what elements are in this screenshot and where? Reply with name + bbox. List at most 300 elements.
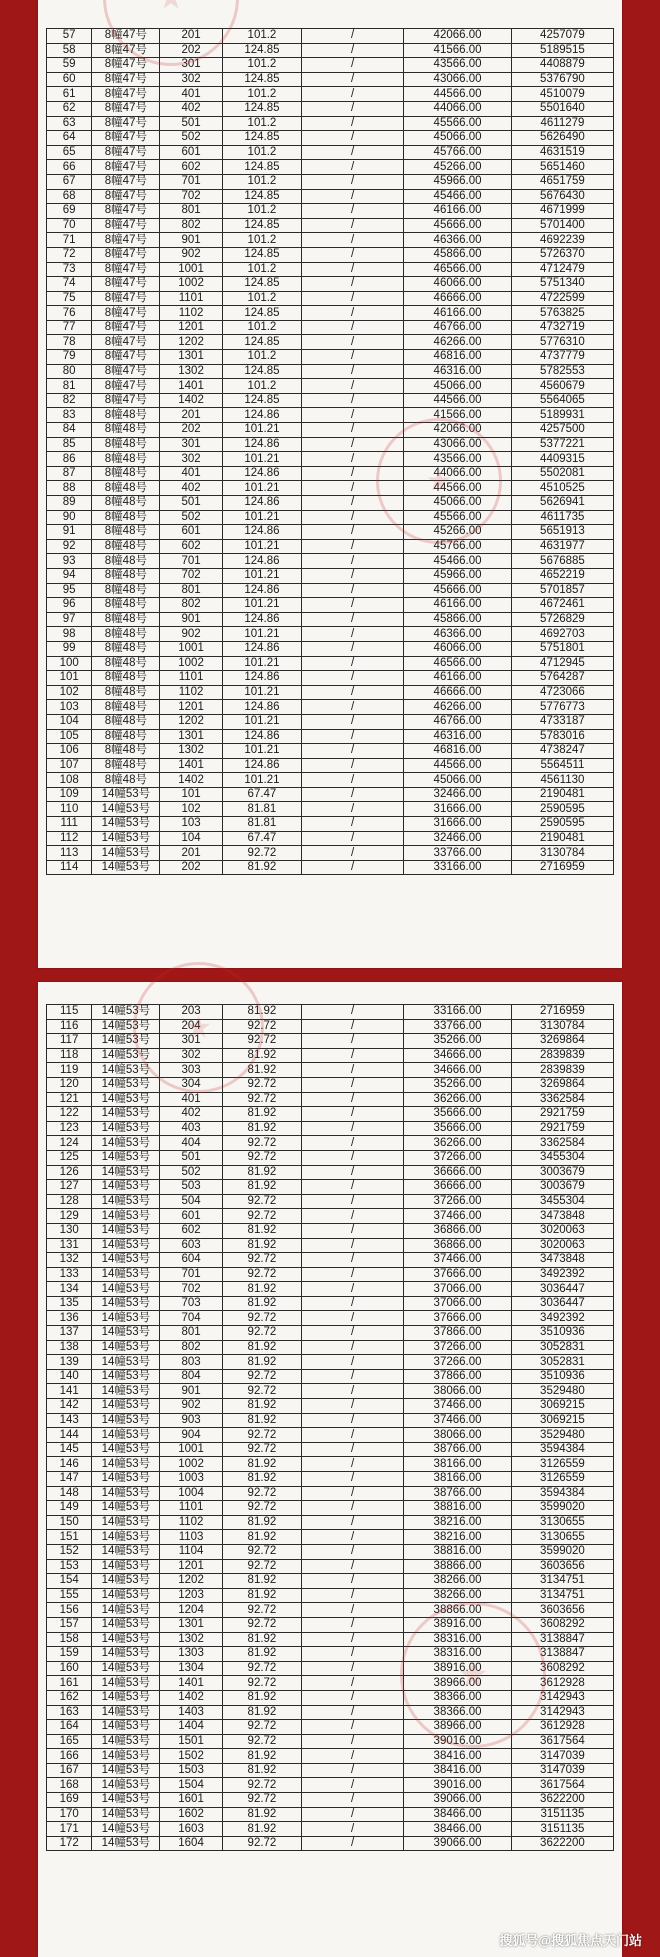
table-row: [47, 335, 614, 350]
table-cell: 14幢53号: [92, 1574, 160, 1589]
table-cell: 1601: [160, 1793, 222, 1808]
table-cell: 3510936: [511, 1369, 613, 1384]
table-cell: 124.86: [222, 437, 301, 452]
table-cell: 92.72: [222, 1617, 301, 1632]
table-cell: 604: [160, 1253, 222, 1268]
table-cell: 124.86: [222, 700, 301, 715]
table-cell: /: [302, 1019, 404, 1034]
table-cell: 45866.00: [404, 612, 512, 627]
table-cell: 14幢53号: [92, 1165, 160, 1180]
table-cell: /: [302, 1632, 404, 1647]
table-cell: 39016.00: [404, 1778, 512, 1793]
table-cell: 5501640: [511, 101, 613, 116]
table-cell: 45966.00: [404, 568, 512, 583]
table-cell: /: [302, 101, 404, 116]
table-cell: 14幢53号: [92, 1311, 160, 1326]
table-cell: 14幢53号: [92, 1063, 160, 1078]
table-cell: /: [302, 539, 404, 554]
table-cell: 71: [47, 233, 92, 248]
table-cell: 5376790: [511, 72, 613, 87]
table-cell: 77: [47, 320, 92, 335]
table-cell: 166: [47, 1749, 92, 1764]
table-cell: 91: [47, 525, 92, 540]
table-cell: 46316.00: [404, 729, 512, 744]
table-row: [47, 656, 614, 671]
table-row: [47, 554, 614, 569]
table-cell: 14幢53号: [92, 787, 160, 802]
table-row: [47, 539, 614, 554]
table-cell: /: [302, 1384, 404, 1399]
table-cell: 149: [47, 1501, 92, 1516]
table-cell: 161: [47, 1676, 92, 1691]
table-row: [47, 1384, 614, 1399]
table-cell: 14幢53号: [92, 1340, 160, 1355]
table-cell: 802: [160, 598, 222, 613]
table-cell: /: [302, 1778, 404, 1793]
table-row: [47, 1588, 614, 1603]
table-cell: 502: [160, 1165, 222, 1180]
table-cell: 1303: [160, 1647, 222, 1662]
table-cell: /: [302, 145, 404, 160]
table-cell: 3151135: [511, 1822, 613, 1837]
table-cell: 902: [160, 627, 222, 642]
table-row: [47, 1136, 614, 1151]
table-cell: 38866.00: [404, 1559, 512, 1574]
table-cell: 101.2: [222, 204, 301, 219]
table-cell: 101.21: [222, 714, 301, 729]
table-row: [47, 1340, 614, 1355]
table-cell: 3147039: [511, 1763, 613, 1778]
table-cell: 1301: [160, 350, 222, 365]
table-cell: 72: [47, 247, 92, 262]
table-cell: 14幢53号: [92, 1647, 160, 1662]
price-sheet-page-2: [38, 982, 622, 1957]
table-cell: /: [302, 1763, 404, 1778]
table-row: [47, 1355, 614, 1370]
table-cell: 46366.00: [404, 627, 512, 642]
table-cell: 4722599: [511, 291, 613, 306]
table-row: [47, 393, 614, 408]
table-cell: 302: [160, 72, 222, 87]
table-cell: 81.92: [222, 1005, 301, 1020]
table-row: [47, 612, 614, 627]
table-cell: 504: [160, 1194, 222, 1209]
table-row: [47, 277, 614, 292]
table-cell: 92.72: [222, 1559, 301, 1574]
table-row: [47, 218, 614, 233]
table-cell: 81.92: [222, 1107, 301, 1122]
table-row: [47, 233, 614, 248]
table-cell: 84: [47, 423, 92, 438]
table-cell: 36866.00: [404, 1223, 512, 1238]
table-cell: /: [302, 1223, 404, 1238]
table-cell: 14幢53号: [92, 1238, 160, 1253]
table-cell: 8幢48号: [92, 685, 160, 700]
table-cell: 802: [160, 1340, 222, 1355]
table-cell: 142: [47, 1399, 92, 1414]
table-cell: 146: [47, 1457, 92, 1472]
table-cell: 3269864: [511, 1077, 613, 1092]
table-cell: /: [302, 233, 404, 248]
table-cell: 35266.00: [404, 1034, 512, 1049]
table-cell: 14幢53号: [92, 1399, 160, 1414]
table-cell: 4672461: [511, 598, 613, 613]
table-row: [47, 72, 614, 87]
table-cell: 5564511: [511, 758, 613, 773]
table-cell: 124.85: [222, 364, 301, 379]
table-cell: 38916.00: [404, 1661, 512, 1676]
table-cell: 3594384: [511, 1486, 613, 1501]
table-cell: 8幢47号: [92, 393, 160, 408]
table-cell: 101.2: [222, 145, 301, 160]
table-cell: 901: [160, 612, 222, 627]
table-cell: /: [302, 554, 404, 569]
table-cell: 81.92: [222, 1238, 301, 1253]
table-cell: 1401: [160, 379, 222, 394]
table-cell: 4408879: [511, 58, 613, 73]
table-cell: 101.21: [222, 423, 301, 438]
table-cell: 1102: [160, 1515, 222, 1530]
table-cell: 37466.00: [404, 1413, 512, 1428]
table-cell: 36666.00: [404, 1165, 512, 1180]
table-cell: 101.2: [222, 87, 301, 102]
table-cell: 8幢48号: [92, 744, 160, 759]
table-cell: 83: [47, 408, 92, 423]
table-cell: 98: [47, 627, 92, 642]
table-cell: 43066.00: [404, 437, 512, 452]
table-cell: 3126559: [511, 1472, 613, 1487]
table-cell: 5189931: [511, 408, 613, 423]
table-cell: 3036447: [511, 1296, 613, 1311]
table-cell: 112: [47, 831, 92, 846]
table-cell: 37066.00: [404, 1282, 512, 1297]
table-cell: 8幢47号: [92, 247, 160, 262]
table-cell: 3362584: [511, 1136, 613, 1151]
table-cell: 44066.00: [404, 466, 512, 481]
table-cell: 124.86: [222, 583, 301, 598]
table-row: [47, 131, 614, 146]
table-cell: 3612928: [511, 1676, 613, 1691]
table-cell: 81.92: [222, 1632, 301, 1647]
table-cell: /: [302, 1063, 404, 1078]
table-cell: 14幢53号: [92, 1121, 160, 1136]
table-row: [47, 700, 614, 715]
table-cell: 45466.00: [404, 554, 512, 569]
table-cell: 14幢53号: [92, 1457, 160, 1472]
table-cell: 301: [160, 58, 222, 73]
table-cell: 38166.00: [404, 1472, 512, 1487]
table-cell: 4738247: [511, 744, 613, 759]
table-cell: 3529480: [511, 1384, 613, 1399]
table-cell: 160: [47, 1661, 92, 1676]
table-cell: 92.72: [222, 1136, 301, 1151]
table-cell: 4652219: [511, 568, 613, 583]
table-cell: 113: [47, 846, 92, 861]
table-cell: 35666.00: [404, 1121, 512, 1136]
table-cell: /: [302, 1340, 404, 1355]
table-row: [47, 1720, 614, 1735]
table-cell: 92.72: [222, 1486, 301, 1501]
table-cell: 2839839: [511, 1063, 613, 1078]
table-cell: /: [302, 1822, 404, 1837]
table-cell: 4651759: [511, 174, 613, 189]
table-cell: /: [302, 466, 404, 481]
table-cell: /: [302, 583, 404, 598]
table-cell: 138: [47, 1340, 92, 1355]
table-cell: 14幢53号: [92, 1369, 160, 1384]
table-cell: 302: [160, 1048, 222, 1063]
table-cell: 147: [47, 1472, 92, 1487]
table-cell: 45066.00: [404, 773, 512, 788]
table-cell: 202: [160, 860, 222, 875]
table-cell: 68: [47, 189, 92, 204]
table-cell: 37066.00: [404, 1296, 512, 1311]
table-cell: /: [302, 773, 404, 788]
table-cell: 8幢47号: [92, 101, 160, 116]
table-cell: 81.92: [222, 1282, 301, 1297]
table-cell: 8幢47号: [92, 277, 160, 292]
table-cell: 3473848: [511, 1253, 613, 1268]
table-cell: 81.92: [222, 1588, 301, 1603]
table-cell: /: [302, 1749, 404, 1764]
table-cell: 301: [160, 1034, 222, 1049]
table-cell: 101.2: [222, 116, 301, 131]
table-cell: 1002: [160, 277, 222, 292]
table-cell: 8幢47号: [92, 43, 160, 58]
table-cell: 14幢53号: [92, 1501, 160, 1516]
table-row: [47, 1690, 614, 1705]
table-cell: 36666.00: [404, 1180, 512, 1195]
table-cell: 4671999: [511, 204, 613, 219]
table-cell: 92.72: [222, 1442, 301, 1457]
table-cell: /: [302, 1734, 404, 1749]
table-cell: 79: [47, 350, 92, 365]
table-cell: 36266.00: [404, 1092, 512, 1107]
table-row: [47, 189, 614, 204]
table-cell: 124.85: [222, 393, 301, 408]
table-cell: 45566.00: [404, 116, 512, 131]
table-cell: 8幢47号: [92, 320, 160, 335]
table-cell: 8幢48号: [92, 656, 160, 671]
table-cell: 14幢53号: [92, 846, 160, 861]
table-cell: 8幢48号: [92, 598, 160, 613]
table-cell: 124.86: [222, 758, 301, 773]
table-row: [47, 116, 614, 131]
table-cell: 701: [160, 1267, 222, 1282]
table-cell: 101.2: [222, 58, 301, 73]
table-cell: /: [302, 1194, 404, 1209]
table-cell: 14幢53号: [92, 1296, 160, 1311]
table-cell: 37866.00: [404, 1326, 512, 1341]
table-row: [47, 1793, 614, 1808]
table-cell: 125: [47, 1150, 92, 1165]
table-cell: 92.72: [222, 1778, 301, 1793]
table-cell: 151: [47, 1530, 92, 1545]
table-cell: 14幢53号: [92, 1005, 160, 1020]
table-cell: 14幢53号: [92, 1355, 160, 1370]
table-cell: /: [302, 671, 404, 686]
table-cell: 46166.00: [404, 598, 512, 613]
table-cell: 81.92: [222, 1063, 301, 1078]
table-cell: /: [302, 802, 404, 817]
table-row: [47, 758, 614, 773]
table-cell: 33766.00: [404, 846, 512, 861]
table-cell: 101.21: [222, 510, 301, 525]
table-cell: 34666.00: [404, 1063, 512, 1078]
table-cell: 81.92: [222, 1180, 301, 1195]
table-row: [47, 1574, 614, 1589]
table-cell: 1103: [160, 1530, 222, 1545]
table-cell: 1004: [160, 1486, 222, 1501]
table-cell: 3612928: [511, 1720, 613, 1735]
table-cell: 1203: [160, 1588, 222, 1603]
table-cell: 1401: [160, 1676, 222, 1691]
table-cell: /: [302, 612, 404, 627]
table-cell: /: [302, 627, 404, 642]
table-cell: 901: [160, 1384, 222, 1399]
table-cell: /: [302, 1836, 404, 1851]
table-cell: 35266.00: [404, 1077, 512, 1092]
table-cell: 8幢48号: [92, 408, 160, 423]
table-cell: 46766.00: [404, 714, 512, 729]
table-cell: 3134751: [511, 1574, 613, 1589]
table-cell: 73: [47, 262, 92, 277]
table-cell: 92.72: [222, 1384, 301, 1399]
table-cell: /: [302, 437, 404, 452]
table-cell: 96: [47, 598, 92, 613]
table-cell: 3608292: [511, 1661, 613, 1676]
table-cell: 101.2: [222, 350, 301, 365]
table-cell: 38466.00: [404, 1822, 512, 1837]
table-cell: 46566.00: [404, 656, 512, 671]
table-cell: 5502081: [511, 466, 613, 481]
table-cell: 3529480: [511, 1428, 613, 1443]
table-cell: 14幢53号: [92, 1530, 160, 1545]
table-cell: /: [302, 1428, 404, 1443]
table-cell: 169: [47, 1793, 92, 1808]
table-row: [47, 860, 614, 875]
table-cell: /: [302, 641, 404, 656]
table-cell: 124.85: [222, 189, 301, 204]
table-row: [47, 247, 614, 262]
table-cell: 154: [47, 1574, 92, 1589]
table-cell: 101: [47, 671, 92, 686]
table-cell: 901: [160, 233, 222, 248]
table-cell: 33766.00: [404, 1019, 512, 1034]
table-cell: /: [302, 496, 404, 511]
table-row: [47, 641, 614, 656]
table-cell: 902: [160, 1399, 222, 1414]
table-cell: 45066.00: [404, 496, 512, 511]
table-row: [47, 846, 614, 861]
table-row: [47, 510, 614, 525]
table-row: [47, 1077, 614, 1092]
table-cell: 8幢48号: [92, 525, 160, 540]
table-cell: 8幢47号: [92, 350, 160, 365]
table-cell: 8幢47号: [92, 72, 160, 87]
table-cell: 59: [47, 58, 92, 73]
table-cell: 36266.00: [404, 1136, 512, 1151]
table-cell: 401: [160, 1092, 222, 1107]
table-cell: 1001: [160, 262, 222, 277]
table-cell: 108: [47, 773, 92, 788]
table-cell: 503: [160, 1180, 222, 1195]
table-cell: 124.85: [222, 218, 301, 233]
table-cell: /: [302, 1793, 404, 1808]
table-cell: 81.81: [222, 817, 301, 832]
table-cell: 14幢53号: [92, 1749, 160, 1764]
table-cell: 81.92: [222, 1822, 301, 1837]
table-cell: /: [302, 262, 404, 277]
table-row: [47, 408, 614, 423]
table-cell: 303: [160, 1063, 222, 1078]
table-cell: 5626490: [511, 131, 613, 146]
table-cell: 124.86: [222, 729, 301, 744]
table-cell: 3473848: [511, 1209, 613, 1224]
table-cell: 8幢47号: [92, 116, 160, 131]
table-cell: 123: [47, 1121, 92, 1136]
table-cell: 155: [47, 1588, 92, 1603]
table-cell: /: [302, 1457, 404, 1472]
table-row: [47, 1472, 614, 1487]
table-cell: 81.92: [222, 1574, 301, 1589]
table-row: [47, 1019, 614, 1034]
table-cell: 1404: [160, 1720, 222, 1735]
table-cell: 38366.00: [404, 1705, 512, 1720]
table-cell: 14幢53号: [92, 1384, 160, 1399]
table-cell: 42066.00: [404, 29, 512, 44]
table-cell: 14幢53号: [92, 1223, 160, 1238]
table-cell: 14幢53号: [92, 1778, 160, 1793]
table-cell: 38416.00: [404, 1749, 512, 1764]
table-cell: 5776310: [511, 335, 613, 350]
table-row: [47, 1296, 614, 1311]
table-cell: 171: [47, 1822, 92, 1837]
table-cell: 1502: [160, 1749, 222, 1764]
table-row: [47, 671, 614, 686]
table-cell: 132: [47, 1253, 92, 1268]
table-cell: 5726829: [511, 612, 613, 627]
table-cell: 3126559: [511, 1457, 613, 1472]
table-cell: 124.85: [222, 43, 301, 58]
table-cell: 32466.00: [404, 831, 512, 846]
table-cell: 801: [160, 583, 222, 598]
table-cell: 8幢47号: [92, 174, 160, 189]
table-cell: 8幢48号: [92, 773, 160, 788]
table-cell: /: [302, 1238, 404, 1253]
table-cell: 3052831: [511, 1340, 613, 1355]
table-cell: 903: [160, 1413, 222, 1428]
table-cell: 8幢47号: [92, 364, 160, 379]
table-cell: 81.92: [222, 1647, 301, 1662]
table-cell: 99: [47, 641, 92, 656]
table-cell: 38266.00: [404, 1574, 512, 1589]
table-cell: 101: [160, 787, 222, 802]
table-cell: 38166.00: [404, 1457, 512, 1472]
table-cell: 14幢53号: [92, 1107, 160, 1122]
table-cell: 100: [47, 656, 92, 671]
table-cell: 5782553: [511, 364, 613, 379]
table-cell: 124.86: [222, 612, 301, 627]
table-cell: 3020063: [511, 1238, 613, 1253]
table-cell: 74: [47, 277, 92, 292]
table-cell: 8幢48号: [92, 729, 160, 744]
price-table-1-body: [47, 29, 614, 875]
table-cell: 404: [160, 1136, 222, 1151]
table-row: [47, 1734, 614, 1749]
table-cell: 44566.00: [404, 758, 512, 773]
table-row: [47, 1617, 614, 1632]
